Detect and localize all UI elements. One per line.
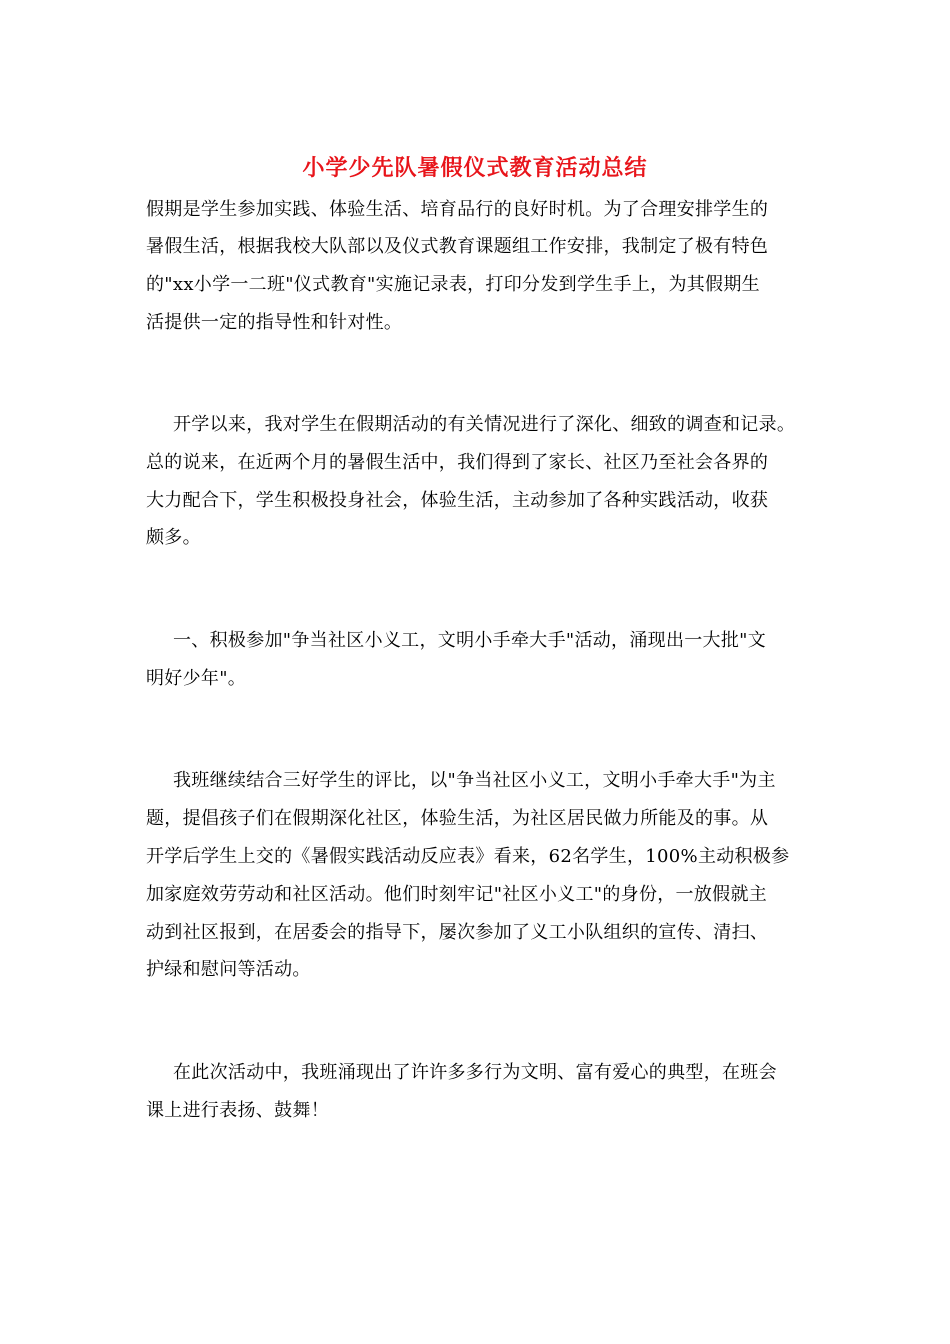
paragraph-1-line-1: 假期是学生参加实践、体验生活、培育品行的良好时机。为了合理安排学生的 [146, 199, 769, 220]
paragraph-4-line-2: 题，提倡孩子们在假期深化社区，体验生活，为社区居民做力所能及的事。从 [146, 808, 769, 829]
paragraph-1-line-3: 的"xx小学一二班"仪式教育"实施记录表，打印分发到学生手上，为其假期生 [146, 274, 760, 295]
paragraph-2-line-2: 总的说来，在近两个月的暑假生活中，我们得到了家长、社区乃至社会各界的 [146, 452, 769, 473]
paragraph-4-line-4: 加家庭效劳劳动和社区活动。他们时刻牢记"社区小义工"的身份，一放假就主 [146, 884, 768, 905]
paragraph-2-line-3: 大力配合下，学生积极投身社会，体验生活，主动参加了各种实践活动，收获 [146, 490, 769, 511]
paragraph-2-line-4: 颇多。 [146, 527, 201, 548]
paragraph-1-line-2: 暑假生活，根据我校大队部以及仪式教育课题组工作安排，我制定了极有特色 [146, 236, 769, 257]
paragraph-5-line-1: 在此次活动中，我班涌现出了许许多多行为文明、富有爱心的典型，在班会 [173, 1062, 777, 1083]
paragraph-4-line-1: 我班继续结合三好学生的评比，以"争当社区小义工，文明小手牵大手"为主 [173, 770, 776, 791]
paragraph-2-line-1: 开学以来，我对学生在假期活动的有关情况进行了深化、细致的调查和记录。 [173, 414, 796, 435]
paragraph-4-line-6: 护绿和慰问等活动。 [146, 959, 311, 980]
paragraph-3-line-2: 明好少年"。 [146, 668, 247, 689]
document-title: 小学少先队暑假仪式教育活动总结 [302, 155, 648, 181]
paragraph-4-line-3: 开学后学生上交的《暑假实践活动反应表》看来，62名学生，100%主动积极参 [146, 846, 790, 867]
paragraph-4-line-5: 动到社区报到，在居委会的指导下，屡次参加了义工小队组织的宣传、清扫、 [146, 922, 769, 943]
paragraph-5-line-2: 课上进行表扬、鼓舞！ [146, 1100, 329, 1121]
paragraph-3-line-1: 一、积极参加"争当社区小义工，文明小手牵大手"活动，涌现出一大批"文 [173, 630, 767, 651]
paragraph-1-line-4: 活提供一定的指导性和针对性。 [146, 312, 403, 333]
